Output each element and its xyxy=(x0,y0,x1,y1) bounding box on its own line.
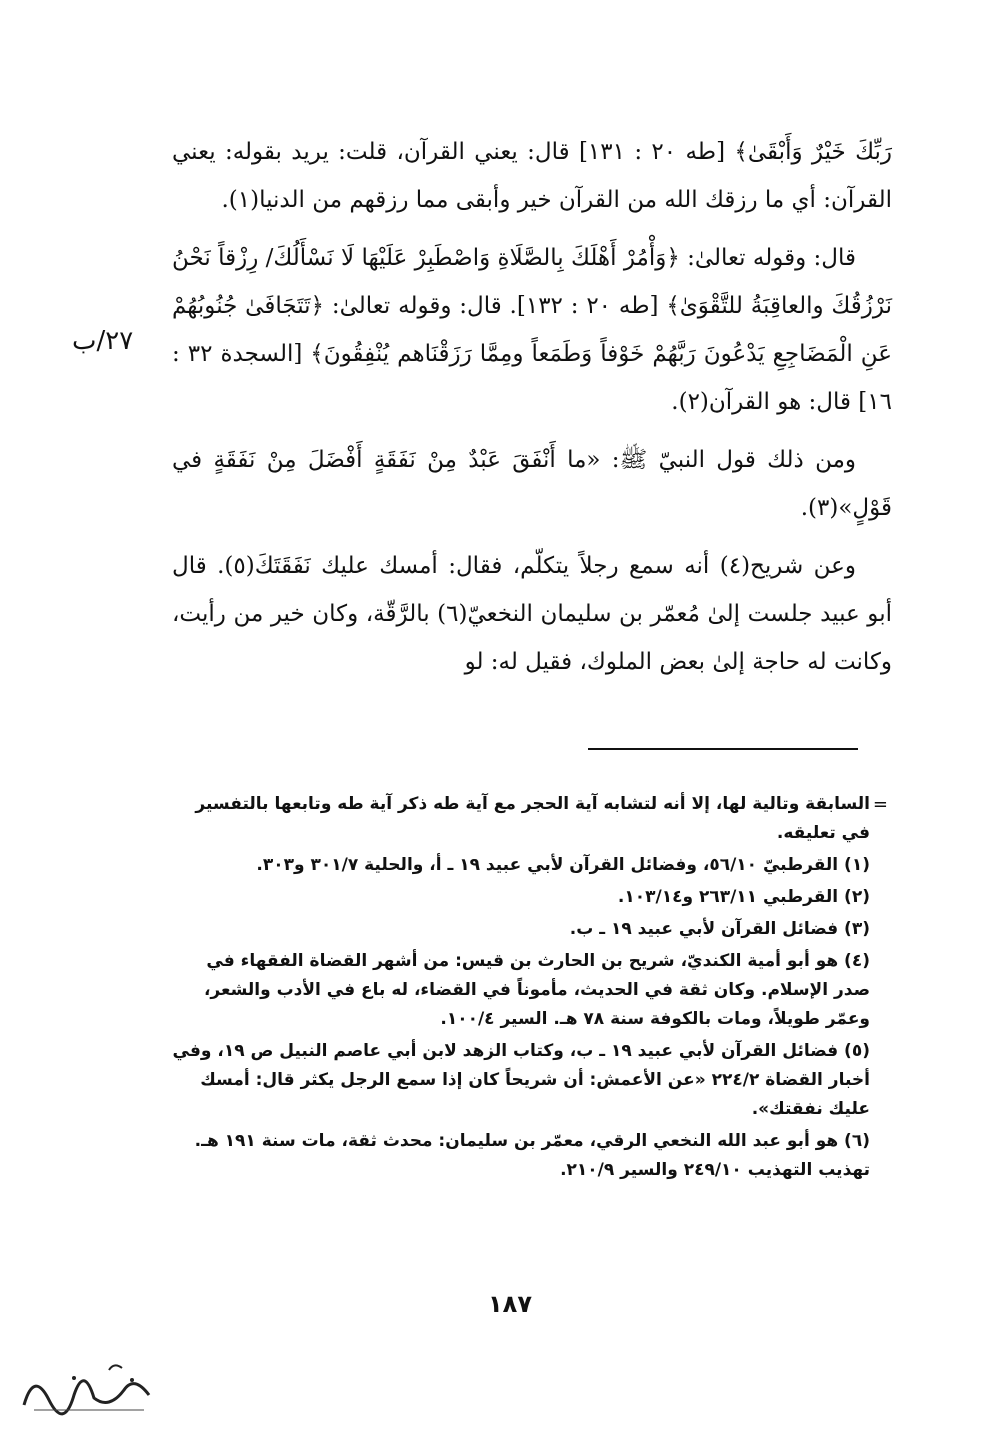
calligraphy-logo xyxy=(14,1350,164,1420)
footnote: (٦) هو أبو عبد الله النخعي الرقي، معمّر بن سليمان: محدث ثقة، مات سنة ١٩١ هـ. تهذيب التهذيب ٢٤٩/١٠ والسير ٢١٠/٩. xyxy=(194,1131,870,1180)
paragraph: قال: وقوله تعالىٰ: ﴿وَأْمُرْ أَهْلَكَ بِالصَّلَاةِ وَاصْطَبِرْ عَلَيْهَا لَا نَسْأَلُكَ/ رِزْقاً نَحْنُ نَرْزُقُكَ والعاقِبَةُ للتَّقْوَىٰ﴾ [طه ٢٠ : ١٣٢]. قال: وقوله تعالىٰ: ﴿تَتَجَافَىٰ جُنُوبُهُمْ عَنِ الْمَضَاجِعِ يَدْعُونَ رَبَّهُمْ خَوْفاً وَطَمَعاً ومِمَّا رَزَقْنَاهم يُنْفِقُونَ﴾ [السجدة ٣٢ : ١٦] قال: هو القرآن(٢). xyxy=(172,245,893,415)
footnote: (٣) فضائل القرآن لأبي عبيد ١٩ ـ ب. xyxy=(569,919,870,939)
footnotes xyxy=(170,790,870,1188)
main-text xyxy=(172,128,892,696)
footnote: (١) القرطبيّ ٥٦/١٠، وفضائل القرآن لأبي عبيد ١٩ ـ أ، والحلية ٣٠١/٧ و٣٠٣. xyxy=(256,855,870,875)
footnote: (٥) فضائل القرآن لأبي عبيد ١٩ ـ ب، وكتاب الزهد لابن أبي عاصم النبيل ص ١٩، وفي أخبار القضاة ٢٢٤/٢ «عن الأعمش: أن شريحاً كان إذا سمع الرجل يكثر قال: أمسك عليك نفقتك». xyxy=(172,1041,870,1119)
footnote-separator xyxy=(588,748,858,750)
page-number: ١٨٧ xyxy=(488,1290,532,1318)
manuscript-folio-note: ٢٧/ب xyxy=(72,326,134,356)
footnote: (٢) القرطبي ٢٦٣/١١ و١٠٣/١٤. xyxy=(617,887,870,907)
paragraph: وعن شريح(٤) أنه سمع رجلاً يتكلّم، فقال: أمسك عليك نَفَقَتَكَ(٥). قال أبو عبيد جلست إلىٰ مُعمّر بن سليمان النخعيّ(٦) بالرَّقّة، وكان خير من رأيت، وكانت له حاجة إلىٰ بعض الملوك، فقيل له: لو xyxy=(172,553,892,675)
footnote: السابقة وتالية لها، إلا أنه لتشابه آية الحجر مع آية طه ذكر آية طه وتابعها بالتفسير في تعليقه. xyxy=(195,794,870,843)
paragraph: رَبِّكَ خَيْرٌ وَأَبْقَىٰ﴾ [طه ٢٠ : ١٣١] قال: يعني القرآن، قلت: يريد بقوله: يعني القرآن: أي ما رزقك الله من القرآن خير وأبقى مما رزقهم من الدنيا(١). xyxy=(172,139,892,213)
continuation-marker: = xyxy=(872,794,888,815)
footnote: (٤) هو أبو أمية الكنديّ، شريح بن الحارث بن قيس: من أشهر القضاة الفقهاء في صدر الإسلام. وكان ثقة في الحديث، مأموناً في القضاء، له باع في الأدب والشعر، وعمّر طويلاً، ومات بالكوفة سنة ٧٨ هـ. السير ١٠٠/٤. xyxy=(203,951,870,1029)
paragraph: ومن ذلك قول النبيّ ﷺ: «ما أَنْفَقَ عَبْدٌ مِنْ نَفَقَةٍ أَفْضَلَ مِنْ نَفَقَةٍ في قَوْلٍ»(٣). xyxy=(172,447,892,521)
